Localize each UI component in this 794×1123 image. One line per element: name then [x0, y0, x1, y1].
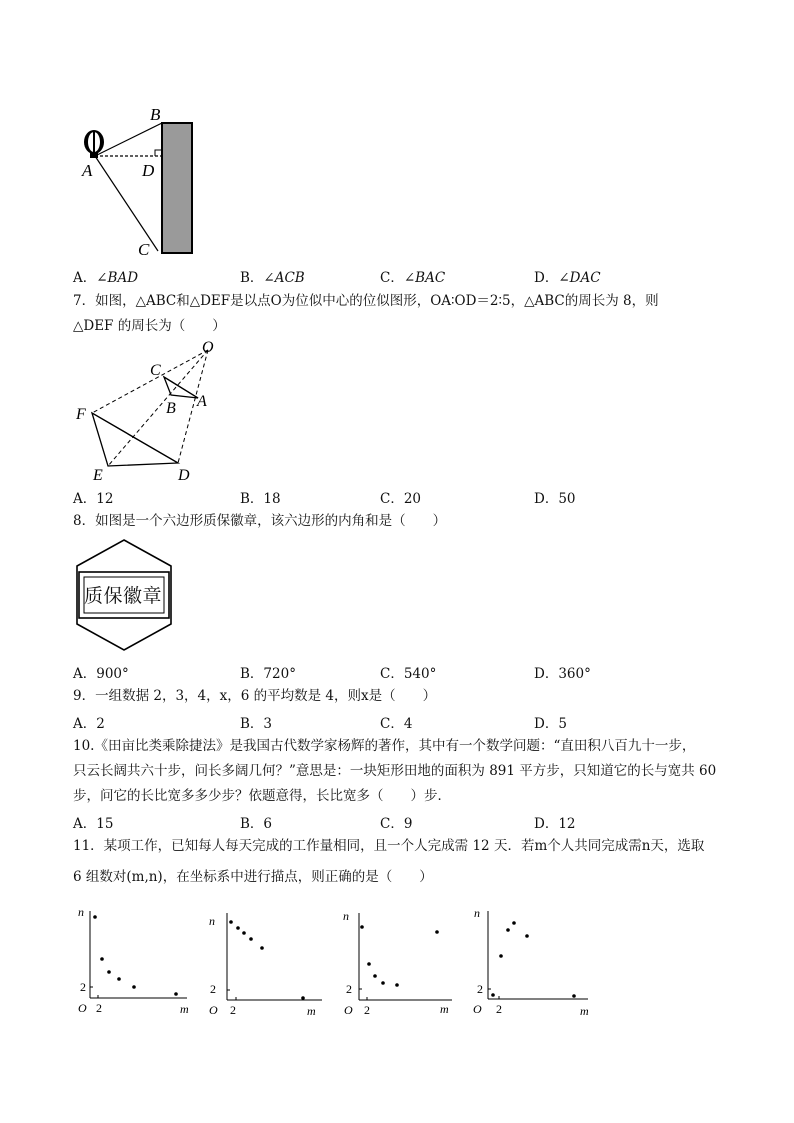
q9-option-a[interactable]: A．2: [73, 716, 105, 732]
svg-text:n: n: [209, 914, 215, 928]
svg-text:2: 2: [230, 1003, 236, 1017]
q7-option-a[interactable]: A．12: [73, 491, 114, 507]
svg-text:2: 2: [364, 1003, 370, 1017]
graph-option-c[interactable]: [340, 903, 465, 1023]
q6-option-c[interactable]: C．∠BAC: [380, 270, 446, 286]
graph-option-b[interactable]: [207, 903, 332, 1023]
label-o: O: [202, 339, 214, 356]
right-angle-mark: [155, 150, 162, 156]
svg-text:2: 2: [496, 1002, 502, 1016]
q10-option-b[interactable]: B．6: [240, 816, 273, 832]
q10-stem-line2: 只云长阔共六十步，问长多阔几何？”意思是：一块矩形田地的面积为 891 平方步，只知道它的长与宽共 60: [73, 763, 717, 779]
q7-stem-line1: 7．如图，△ABC和△DEF是以点O为位似中心的位似图形，OA∶OD＝2∶5，△ABC的周长为 8，则: [73, 293, 659, 309]
q6-figure: [70, 98, 210, 263]
svg-text:2: 2: [477, 982, 483, 996]
label-b: B: [166, 400, 176, 417]
svg-text:2: 2: [346, 982, 352, 996]
q7-option-d[interactable]: D．50: [534, 491, 576, 507]
q7-figure: [70, 338, 230, 488]
svg-text:2: 2: [80, 980, 86, 994]
q9-option-b[interactable]: B．3: [240, 716, 273, 732]
q10-stem-line3: 步，问它的长比宽多多少步？依题意得，长比宽多（ ）步．: [73, 788, 451, 804]
q10-option-a[interactable]: A．15: [73, 816, 114, 832]
q8-option-b[interactable]: B．720°: [240, 666, 296, 682]
label-b: B: [150, 105, 161, 124]
hot-air-balloon-icon: [84, 130, 104, 158]
svg-text:m: m: [307, 1004, 316, 1018]
q7-stem-line2: △DEF 的周长为（ ）: [73, 318, 226, 334]
svg-text:O: O: [344, 1003, 353, 1017]
q10-option-c[interactable]: C．9: [380, 816, 413, 832]
label-c: C: [150, 362, 161, 379]
svg-text:2: 2: [210, 982, 216, 996]
q10-option-d[interactable]: D．12: [534, 816, 576, 832]
q9-option-c[interactable]: C．4: [380, 716, 413, 732]
svg-text:n: n: [343, 909, 349, 923]
q9-stem-line1: 9．一组数据 2，3，4，x，6 的平均数是 4，则x是（ ）: [73, 688, 437, 704]
q9-option-d[interactable]: D．5: [534, 716, 567, 732]
svg-text:O: O: [473, 1002, 482, 1016]
q6-option-b[interactable]: B．∠ACB: [240, 270, 305, 286]
label-c: C: [138, 240, 150, 259]
q8-option-a[interactable]: A．900°: [73, 666, 129, 682]
q11-stem-line1: 11．某项工作，已知每人每天完成的工作量相同，且一个人完成需 12 天．若m个人共同完成需n天，选取: [73, 838, 705, 854]
q6-option-d[interactable]: D．∠DAC: [534, 270, 601, 286]
svg-text:m: m: [440, 1002, 449, 1016]
q7-option-b[interactable]: B．18: [240, 491, 281, 507]
label-e: E: [93, 467, 103, 484]
svg-text:n: n: [474, 906, 480, 920]
q10-stem-line1: 10.《田亩比类乘除捷法》是我国古代数学家杨辉的著作，其中有一个数学问题：“直田积八百九十一步，: [73, 738, 696, 754]
label-f: F: [76, 406, 86, 423]
label-d: D: [142, 161, 155, 180]
svg-text:O: O: [209, 1003, 218, 1017]
label-a: A: [82, 161, 93, 180]
badge-text: 质保徽章: [84, 585, 163, 607]
graph-option-a[interactable]: [72, 903, 197, 1023]
q8-option-d[interactable]: D．360°: [534, 666, 591, 682]
svg-text:m: m: [180, 1002, 189, 1016]
svg-text:2: 2: [96, 1001, 102, 1015]
svg-text:O: O: [78, 1001, 87, 1015]
q11-stem-line2: 6 组数对(m,n)，在坐标系中进行描点，则正确的是（ ）: [73, 869, 433, 885]
q7-option-c[interactable]: C．20: [380, 491, 422, 507]
graph-option-d[interactable]: [470, 903, 595, 1023]
q6-option-a[interactable]: A．∠BAD: [73, 270, 139, 286]
q8-option-c[interactable]: C．540°: [380, 666, 437, 682]
label-d: D: [178, 467, 190, 484]
line-ab: [95, 123, 162, 156]
svg-text:m: m: [580, 1004, 589, 1018]
wall-rect: [162, 123, 192, 253]
svg-text:n: n: [78, 905, 84, 919]
label-a: A: [197, 393, 207, 410]
q8-stem-line1: 8．如图是一个六边形质保徽章，该六边形的内角和是（ ）: [73, 513, 447, 529]
